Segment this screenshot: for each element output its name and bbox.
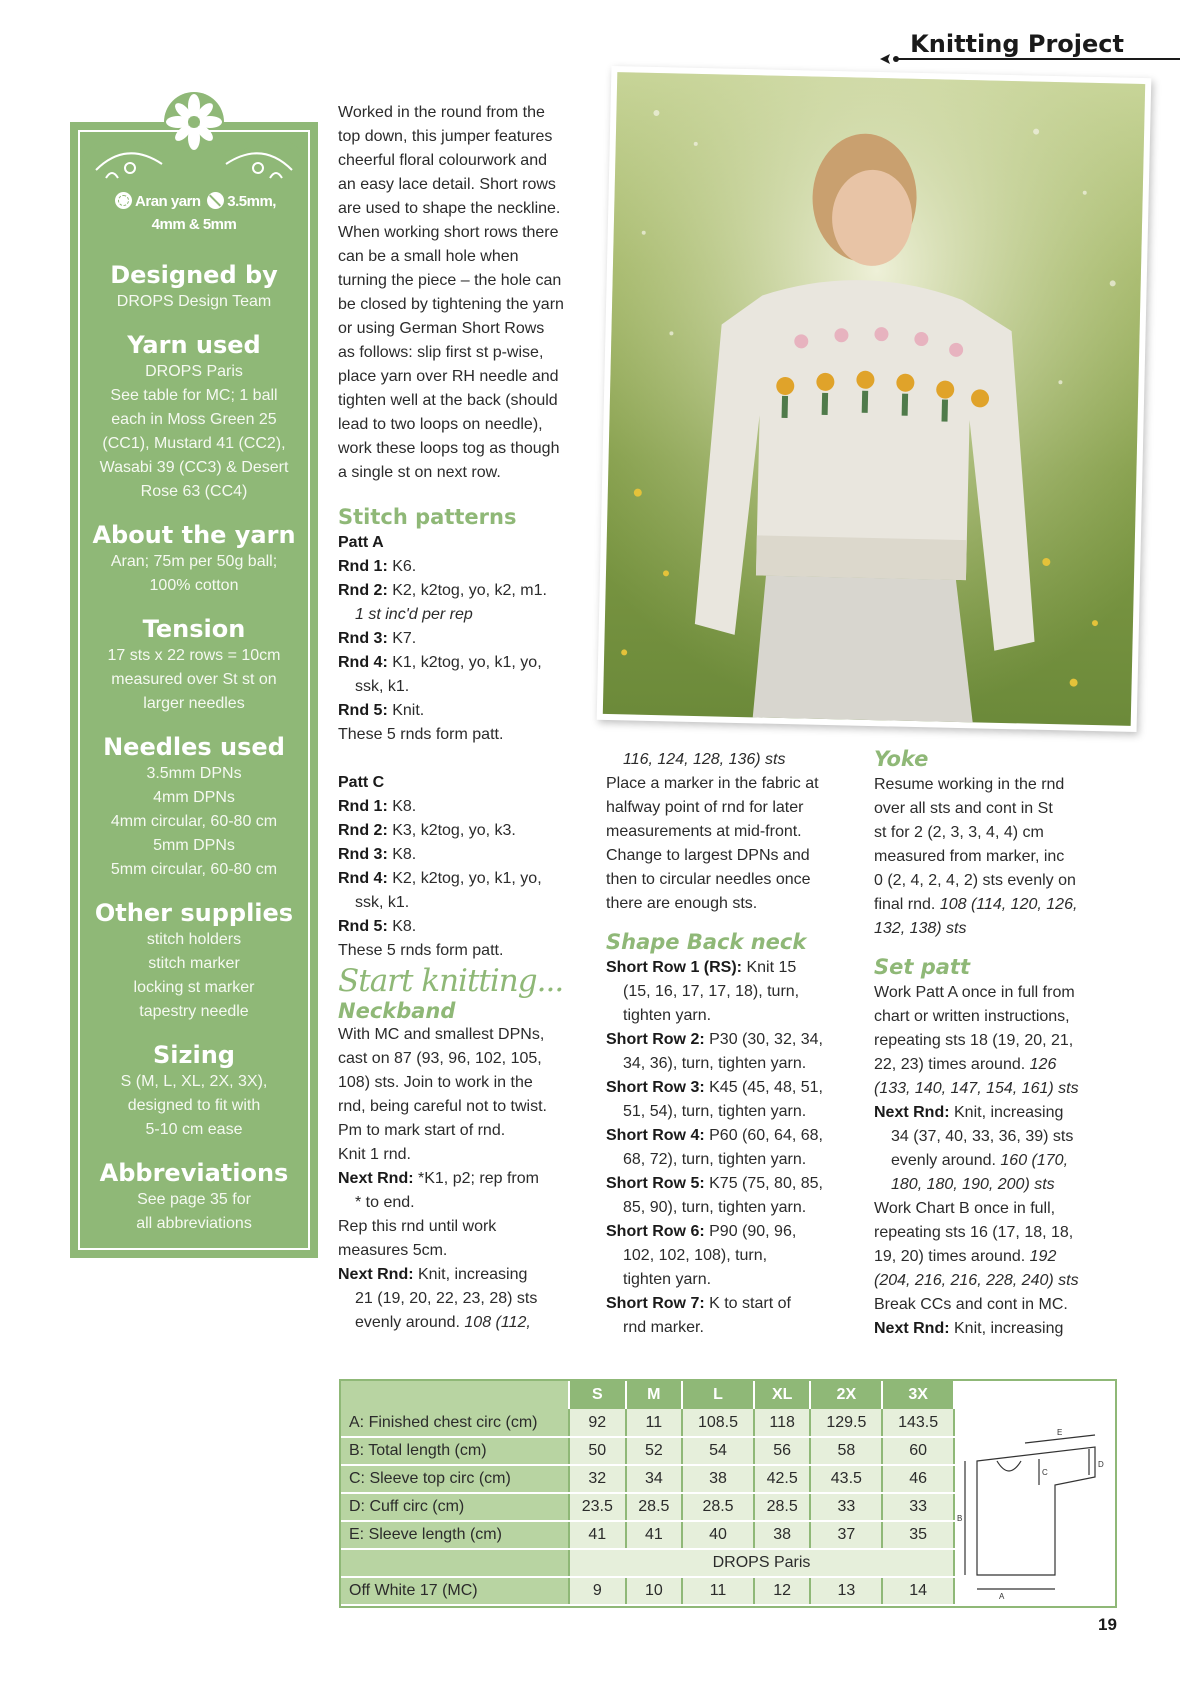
patt-a-rnd-4: Rnd 4: K1, k2tog, yo, k1, yo, xyxy=(338,654,542,671)
sidebar-text: larger needles xyxy=(143,695,245,712)
sidebar-text: Rose 63 (CC4) xyxy=(140,483,248,500)
set-patt-line-3: repeating sts 18 (19, 20, 21, xyxy=(874,1032,1074,1049)
intro-line: or using German Short Rows xyxy=(338,320,545,337)
chart-b-line-4: (204, 216, 216, 228, 240) sts xyxy=(874,1272,1079,1289)
table-cell: 32 xyxy=(569,1465,626,1493)
sidebar-text: DROPS Design Team xyxy=(116,293,272,310)
chart-b-line-3: 19, 20) times around. 192 xyxy=(874,1248,1057,1265)
patt-c-rnd-1: Rnd 1: K8. xyxy=(338,798,417,815)
sidebar-heading: Yarn used xyxy=(127,331,261,359)
text-column-3 xyxy=(874,745,1124,1341)
stitch-patterns-heading: Stitch patterns xyxy=(338,505,517,529)
set-patt-line-4: 22, 23) times around. 126 xyxy=(874,1056,1057,1073)
section-title: Knitting Project xyxy=(910,30,1124,58)
sidebar-text: 4mm DPNs xyxy=(153,789,235,806)
table-cell: 41 xyxy=(569,1521,626,1549)
table-header-size: XL xyxy=(754,1381,811,1409)
yarn-needle-summary xyxy=(70,190,318,236)
sidebar-heading: About the yarn xyxy=(92,521,296,549)
intro-line: cheerful floral colourwork and xyxy=(338,152,547,169)
yarn-weight: Aran yarn xyxy=(135,193,201,210)
intro-line: lead to two loops on needle), xyxy=(338,416,543,433)
table-cell: 33 xyxy=(882,1493,954,1521)
patt-c-rnd-4-cont: ssk, k1. xyxy=(355,894,410,911)
table-cell: 38 xyxy=(754,1521,811,1549)
needle-sizes-line1: 3.5mm, xyxy=(227,193,276,210)
neckband-next-rnd-2-cont1: 21 (19, 20, 22, 23, 28) sts xyxy=(355,1290,538,1307)
neckband-line: With MC and smallest DPNs, xyxy=(338,1026,545,1043)
text-column-2 xyxy=(606,748,866,1340)
intro-line: can be a small hole when xyxy=(338,248,519,265)
sidebar-heading: Tension xyxy=(142,615,246,643)
needle-icon xyxy=(207,192,224,209)
table-row-label: D: Cuff circ (cm) xyxy=(341,1493,569,1521)
sweater-schematic-diagram xyxy=(959,1385,1115,1605)
short-row-6-cont2: tighten yarn. xyxy=(623,1271,712,1288)
intro-line: tighten well at the back (should xyxy=(338,392,558,409)
table-header-size: 3X xyxy=(882,1381,954,1409)
marker-line: then to circular needles once xyxy=(606,871,811,888)
sidebar-text: measured over St st on xyxy=(111,671,277,688)
diagram-label-a: A xyxy=(999,1592,1005,1601)
sidebar-text: Aran; 75m per 50g ball; xyxy=(110,553,278,570)
diagram-label-c: C xyxy=(1042,1468,1048,1477)
sidebar-sections xyxy=(70,260,318,1236)
sidebar-content xyxy=(70,190,318,1236)
table-row xyxy=(341,1493,954,1521)
neckband-paragraph xyxy=(338,1023,588,1167)
final-next-rnd: Next Rnd: Knit, increasing xyxy=(874,1320,1064,1337)
set-patt-line-2: chart or written instructions, xyxy=(874,1008,1070,1025)
neckband-next-rnd-2: Next Rnd: Knit, increasing xyxy=(338,1266,528,1283)
table-cell: 43.5 xyxy=(810,1465,882,1493)
short-row-3-cont: 51, 54), turn, tighten yarn. xyxy=(623,1103,807,1120)
sidebar-text: 5mm circular, 60-80 cm xyxy=(110,861,278,878)
yoke-paragraph xyxy=(874,773,1124,893)
patt-a-rnd-5: Rnd 5: Knit. xyxy=(338,702,425,719)
sidebar-text: Wasabi 39 (CC3) & Desert xyxy=(99,459,289,476)
set-patt-next-rnd: Next Rnd: Knit, increasing xyxy=(874,1104,1064,1121)
neckband-line: Pm to mark start of rnd. xyxy=(338,1122,506,1139)
neckband-next-rnd-cont: * to end. xyxy=(355,1194,415,1211)
table-cell: 143.5 xyxy=(882,1409,954,1437)
table-cell: 58 xyxy=(810,1437,882,1465)
intro-line: When working short rows there xyxy=(338,224,559,241)
table-cell: 42.5 xyxy=(754,1465,811,1493)
sidebar-text: DROPS Paris xyxy=(145,363,243,380)
table-cell: 10 xyxy=(626,1577,683,1605)
intro-line: top down, this jumper features xyxy=(338,128,553,145)
patt-c-title: Patt C xyxy=(338,774,385,791)
short-row-4-cont: 68, 72), turn, tighten yarn. xyxy=(623,1151,807,1168)
set-patt-next-rnd-cont3: 180, 180, 190, 200) sts xyxy=(891,1176,1055,1193)
patt-a-title: Patt A xyxy=(338,534,384,551)
yoke-line: measured from marker, inc xyxy=(874,848,1065,865)
table-cell: 9 xyxy=(569,1577,626,1605)
short-row-1-cont1: (15, 16, 17, 17, 18), turn, xyxy=(623,983,800,1000)
page-number: 19 xyxy=(1098,1615,1117,1634)
patt-c-rnd-5: Rnd 5: K8. xyxy=(338,918,417,935)
intro-line: work these loops tog as though xyxy=(338,440,560,457)
table-cell: 14 xyxy=(882,1577,954,1605)
yoke-line: 0 (2, 4, 2, 4, 2) sts evenly on xyxy=(874,872,1076,889)
intro-line: an easy lace detail. Short rows xyxy=(338,176,556,193)
short-row-7-cont: rnd marker. xyxy=(623,1319,704,1336)
marker-line: halfway point of rnd for later xyxy=(606,799,804,816)
sidebar-text: 100% cotton xyxy=(149,577,239,594)
table-cell: 46 xyxy=(882,1465,954,1493)
short-row-6: Short Row 6: P90 (90, 96, xyxy=(606,1223,797,1240)
table-cell: 28.5 xyxy=(626,1493,683,1521)
neckband-next-rnd: Next Rnd: *K1, p2; rep from xyxy=(338,1170,539,1187)
table-row xyxy=(341,1409,954,1437)
yoke-line: st for 2 (2, 3, 3, 4, 4) cm xyxy=(874,824,1044,841)
table-section-blank xyxy=(341,1549,569,1577)
shape-back-neck-heading: Shape Back neck xyxy=(606,930,807,954)
short-row-6-cont1: 102, 102, 108), turn, xyxy=(623,1247,768,1264)
sidebar-text: all abbreviations xyxy=(136,1215,252,1232)
set-patt-next-rnd-cont1: 34 (37, 40, 33, 36, 39) sts xyxy=(891,1128,1074,1145)
info-sidebar xyxy=(70,122,318,1258)
sidebar-text: 4mm circular, 60-80 cm xyxy=(110,813,278,830)
size-table xyxy=(339,1379,1117,1608)
table-cell: 92 xyxy=(569,1409,626,1437)
short-row-2: Short Row 2: P30 (30, 32, 34, xyxy=(606,1031,823,1048)
table-cell: 34 xyxy=(626,1465,683,1493)
short-row-7: Short Row 7: K to start of xyxy=(606,1295,791,1312)
table-cell: 11 xyxy=(682,1577,754,1605)
sidebar-text: 5-10 cm ease xyxy=(145,1121,243,1138)
chart-b-line-5: Break CCs and cont in MC. xyxy=(874,1296,1068,1313)
neckband-rep-1: Rep this rnd until work xyxy=(338,1218,497,1235)
short-row-1-cont2: tighten yarn. xyxy=(623,1007,712,1024)
section-header xyxy=(880,26,1180,66)
table-cell: 60 xyxy=(882,1437,954,1465)
sidebar-text: 5mm DPNs xyxy=(153,837,235,854)
table-row xyxy=(341,1521,954,1549)
marker-paragraph xyxy=(606,772,866,916)
neckband-next-rnd-2-cont2: evenly around. 108 (112, xyxy=(355,1314,531,1331)
start-knitting-heading: Start knitting... xyxy=(338,963,564,999)
patt-c-end: These 5 rnds form patt. xyxy=(338,942,504,959)
sidebar-text: S (M, L, XL, 2X, 3X), xyxy=(120,1073,268,1090)
table-cell: 38 xyxy=(682,1465,754,1493)
size-measurements-table xyxy=(341,1381,955,1606)
sidebar-text: See page 35 for xyxy=(137,1191,251,1208)
intro-line: a single st on next row. xyxy=(338,464,501,481)
project-photo xyxy=(597,66,1152,732)
table-yarn-row xyxy=(341,1577,954,1605)
yoke-line: Resume working in the rnd xyxy=(874,776,1065,793)
table-row-label: A: Finished chest circ (cm) xyxy=(341,1409,569,1437)
short-row-4: Short Row 4: P60 (60, 64, 68, xyxy=(606,1127,823,1144)
sidebar-text: tapestry needle xyxy=(139,1003,249,1020)
table-cell: 12 xyxy=(754,1577,811,1605)
table-cell: 23.5 xyxy=(569,1493,626,1521)
short-row-1: Short Row 1 (RS): Knit 15 xyxy=(606,959,797,976)
sidebar-heading: Needles used xyxy=(103,733,285,761)
table-cell: 54 xyxy=(682,1437,754,1465)
intro-line: Worked in the round from the xyxy=(338,104,545,121)
table-cell: 28.5 xyxy=(754,1493,811,1521)
neckband-line: cast on 87 (93, 96, 102, 105, xyxy=(338,1050,542,1067)
table-header-size: L xyxy=(682,1381,754,1409)
diagram-label-b: B xyxy=(957,1514,963,1523)
marker-line: Place a marker in the fabric at xyxy=(606,775,819,792)
set-patt-heading: Set patt xyxy=(874,955,970,979)
neckband-line: rnd, being careful not to twist. xyxy=(338,1098,547,1115)
sidebar-text: 17 sts x 22 rows = 10cm xyxy=(107,647,281,664)
intro-line: place yarn over RH needle and xyxy=(338,368,559,385)
table-cell: 13 xyxy=(810,1577,882,1605)
table-cell: 37 xyxy=(810,1521,882,1549)
short-row-5-cont: 85, 90), turn, tighten yarn. xyxy=(623,1199,807,1216)
neckband-rep-2: measures 5cm. xyxy=(338,1242,448,1259)
set-patt-next-rnd-cont2: evenly around. 160 (170, xyxy=(891,1152,1069,1169)
patt-a-end: These 5 rnds form patt. xyxy=(338,726,504,743)
table-header-blank xyxy=(341,1381,569,1409)
marker-line: measurements at mid-front. xyxy=(606,823,802,840)
marker-line: Change to largest DPNs and xyxy=(606,847,810,864)
patt-a-rnd-3: Rnd 3: K7. xyxy=(338,630,417,647)
patt-c-rnd-2: Rnd 2: K3, k2tog, yo, k3. xyxy=(338,822,516,839)
diagram-label-d: D xyxy=(1098,1460,1104,1469)
intro-line: turning the piece – the hole can xyxy=(338,272,562,289)
neckband-sts-cont: 116, 124, 128, 136) sts xyxy=(623,751,786,768)
set-patt-line-5: (133, 140, 147, 154, 161) sts xyxy=(874,1080,1079,1097)
short-row-5: Short Row 5: K75 (75, 80, 85, xyxy=(606,1175,823,1192)
table-cell: 28.5 xyxy=(682,1493,754,1521)
yarn-ball-icon xyxy=(115,192,132,209)
intro-line: be closed by tightening the yarn xyxy=(338,296,564,313)
yoke-final: final rnd. 108 (114, 120, 126, xyxy=(874,896,1078,913)
patt-a-rnd-2: Rnd 2: K2, k2tog, yo, k2, m1. xyxy=(338,582,547,599)
chart-b-line-2: repeating sts 16 (17, 18, 18, xyxy=(874,1224,1074,1241)
table-header-size: 2X xyxy=(810,1381,882,1409)
table-row-label: B: Total length (cm) xyxy=(341,1437,569,1465)
sidebar-text: (CC1), Mustard 41 (CC2), xyxy=(102,435,286,452)
patt-a-rnd-4-cont: ssk, k1. xyxy=(355,678,410,695)
table-row xyxy=(341,1465,954,1493)
short-row-2-cont: 34, 36), turn, tighten yarn. xyxy=(623,1055,807,1072)
marker-line: there are enough sts. xyxy=(606,895,758,912)
sidebar-text: locking st marker xyxy=(133,979,255,996)
table-cell: 35 xyxy=(882,1521,954,1549)
intro-paragraph xyxy=(338,101,588,485)
table-cell: 41 xyxy=(626,1521,683,1549)
neckband-heading: Neckband xyxy=(338,999,456,1023)
sweater-illustration xyxy=(603,72,1145,726)
photo-girl-in-meadow xyxy=(603,72,1145,726)
table-cell: 129.5 xyxy=(810,1409,882,1437)
table-cell: 108.5 xyxy=(682,1409,754,1437)
sidebar-text: designed to fit with xyxy=(127,1097,261,1114)
header-rule xyxy=(902,58,1180,60)
table-row-label: E: Sleeve length (cm) xyxy=(341,1521,569,1549)
sidebar-text: stitch marker xyxy=(148,955,240,972)
table-header-size: M xyxy=(626,1381,683,1409)
table-row-label: Off White 17 (MC) xyxy=(341,1577,569,1605)
set-patt-line-1: Work Patt A once in full from xyxy=(874,984,1075,1001)
sidebar-heading: Other supplies xyxy=(94,899,294,927)
sidebar-text: each in Moss Green 25 xyxy=(111,411,277,428)
neckband-line: 108) sts. Join to work in the xyxy=(338,1074,533,1091)
table-row-label: C: Sleeve top circ (cm) xyxy=(341,1465,569,1493)
table-section-label: DROPS Paris xyxy=(569,1549,954,1577)
yoke-line: over all sts and cont in St xyxy=(874,800,1053,817)
neckband-line: Knit 1 rnd. xyxy=(338,1146,411,1163)
table-section-row xyxy=(341,1549,954,1577)
sidebar-heading: Abbreviations xyxy=(99,1159,289,1187)
table-cell: 52 xyxy=(626,1437,683,1465)
patt-a-rnd-1: Rnd 1: K6. xyxy=(338,558,417,575)
patt-c-rnd-3: Rnd 3: K8. xyxy=(338,846,417,863)
text-column-1 xyxy=(338,101,588,1335)
table-cell: 40 xyxy=(682,1521,754,1549)
table-body xyxy=(341,1409,954,1605)
sidebar-heading: Sizing xyxy=(153,1041,235,1069)
sidebar-text: See table for MC; 1 ball xyxy=(110,387,278,404)
patt-a-rnd-2-note: 1 st inc'd per rep xyxy=(355,606,473,623)
table-header-row xyxy=(341,1381,954,1409)
table-row xyxy=(341,1437,954,1465)
chart-b-line-1: Work Chart B once in full, xyxy=(874,1200,1056,1217)
sidebar-text: 3.5mm DPNs xyxy=(146,765,242,782)
sidebar-heading: Designed by xyxy=(110,261,278,289)
short-row-3: Short Row 3: K45 (45, 48, 51, xyxy=(606,1079,823,1096)
intro-line: are used to shape the neckline. xyxy=(338,200,561,217)
table-cell: 118 xyxy=(754,1409,811,1437)
yoke-final-cont: 132, 138) sts xyxy=(874,920,967,937)
sidebar-text: stitch holders xyxy=(146,931,242,948)
needle-sizes-line2: 4mm & 5mm xyxy=(151,216,237,233)
yoke-heading: Yoke xyxy=(874,747,929,771)
table-cell: 56 xyxy=(754,1437,811,1465)
table-cell: 50 xyxy=(569,1437,626,1465)
table-header-size: S xyxy=(569,1381,626,1409)
diagram-label-e: E xyxy=(1057,1428,1063,1437)
intro-line: as follows: slip first st p-wise, xyxy=(338,344,544,361)
patt-c-rnd-4: Rnd 4: K2, k2tog, yo, k1, yo, xyxy=(338,870,542,887)
table-cell: 11 xyxy=(626,1409,683,1437)
table-cell: 33 xyxy=(810,1493,882,1521)
